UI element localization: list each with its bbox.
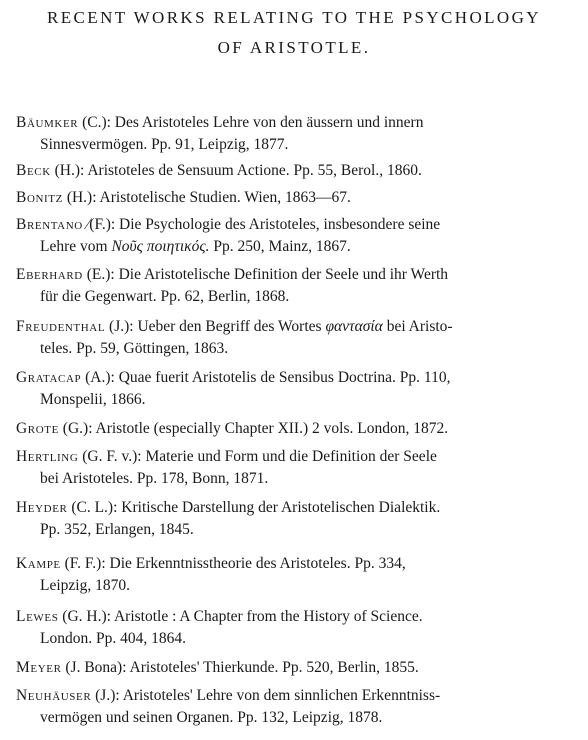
entry-continuation: bei Aristoteles. Pp. 178, Bonn, 1871. bbox=[40, 470, 269, 487]
page-title-line-2: OF ARISTOTLE. bbox=[217, 38, 371, 57]
entry-line bbox=[16, 606, 576, 628]
entry-line bbox=[16, 112, 576, 134]
entry-line bbox=[16, 446, 576, 468]
author-name: Meyer bbox=[16, 659, 62, 676]
entry-line bbox=[16, 657, 576, 679]
author-name: Neuhäuser bbox=[16, 687, 92, 704]
bibliography-entry bbox=[16, 685, 576, 729]
entry-continuation: teles. Pp. 59, Göttingen, 1863. bbox=[40, 340, 229, 357]
author-name: Kampe bbox=[16, 555, 61, 572]
entry-text: (J.): Ueber den Begriff des Wortes bbox=[105, 318, 326, 335]
entry-line bbox=[16, 214, 576, 236]
bibliography-entry bbox=[16, 112, 576, 156]
entry-continuation: vermögen und seinen Organen. Pp. 132, Leipzig, 1878. bbox=[40, 709, 383, 726]
author-name: Hertling bbox=[16, 448, 79, 465]
entry-continuation bbox=[16, 236, 576, 258]
author-name: Beck bbox=[16, 162, 51, 179]
author-name: Lewes bbox=[16, 608, 59, 625]
page-title-line-1: RECENT WORKS RELATING TO THE PSYCHOLOGY bbox=[47, 8, 541, 27]
entry-continuation: Monspelii, 1866. bbox=[40, 391, 146, 408]
entry-line bbox=[16, 497, 576, 519]
entry-text: Lehre vom bbox=[40, 238, 112, 255]
entry-text: (G. F. v.): Materie und Form und die Definition der Seele bbox=[78, 448, 437, 465]
entry-text: (E.): Die Aristotelische Definition der Seele und ihr Werth bbox=[82, 266, 449, 283]
entry-text: (H.): Aristotelische Studien. Wien, 1863—67. bbox=[62, 189, 351, 206]
entry-continuation: Pp. 352, Erlangen, 1845. bbox=[40, 521, 194, 538]
entry-continuation: Leipzig, 1870. bbox=[40, 577, 130, 594]
author-name: Grote bbox=[16, 420, 59, 437]
bibliography-entry bbox=[16, 367, 576, 411]
bibliography-entry bbox=[16, 418, 576, 440]
entry-line bbox=[16, 553, 576, 575]
entry-line bbox=[16, 418, 576, 440]
author-name: Gratacap bbox=[16, 369, 82, 386]
greek-word: φαντασία bbox=[325, 318, 383, 335]
entry-text: (J. Bona): Aristoteles' Thierkunde. Pp. 520, Berlin, 1855. bbox=[61, 659, 419, 676]
greek-phrase: Νοῦς ποιητικός. bbox=[111, 238, 210, 255]
bibliography-entry bbox=[16, 160, 576, 182]
bibliography-entry bbox=[16, 214, 576, 258]
bibliography-entry bbox=[16, 187, 576, 209]
entry-text: (C.): Des Aristoteles Lehre von den äussern und innern bbox=[78, 114, 424, 131]
entry-text: (J.): Aristoteles' Lehre von dem sinnlichen Erkenntniss- bbox=[91, 687, 441, 704]
entry-text: Pp. 250, Mainz, 1867. bbox=[209, 238, 351, 255]
entry-continuation: London. Pp. 404, 1864. bbox=[40, 630, 186, 647]
entry-continuation: Sinnesvermögen. Pp. 91, Leipzig, 1877. bbox=[40, 136, 289, 153]
author-name: Bäumker bbox=[16, 114, 79, 131]
author-name: Brentano bbox=[16, 216, 83, 233]
entry-line bbox=[16, 367, 576, 389]
entry-text: bei Aristo- bbox=[382, 318, 453, 335]
entry-text: (F. F.): Die Erkenntnisstheorie des Aristoteles. Pp. 334, bbox=[60, 555, 406, 572]
author-name: Eberhard bbox=[16, 266, 83, 283]
entry-line bbox=[16, 685, 576, 707]
author-name: Heyder bbox=[16, 499, 68, 516]
bibliography-entry bbox=[16, 316, 576, 360]
entry-text: (H.): Aristoteles de Sensuum Actione. Pp. 55, Berol., 1860. bbox=[50, 162, 422, 179]
entry-line bbox=[16, 264, 576, 286]
entry-text: (A.): Quae fuerit Aristotelis de Sensibus Doctrina. Pp. 110, bbox=[81, 369, 451, 386]
bibliography-entry bbox=[16, 606, 576, 650]
bibliography-entry bbox=[16, 553, 576, 597]
entry-line bbox=[16, 187, 576, 209]
entry-text: (C. L.): Kritische Darstellung der Aristotelischen Dialektik. bbox=[67, 499, 441, 516]
entry-line bbox=[16, 160, 576, 182]
entry-continuation: für die Gegenwart. Pp. 62, Berlin, 1868. bbox=[40, 288, 290, 305]
entry-text: (G. H.): Aristotle : A Chapter from the History of Science. bbox=[58, 608, 423, 625]
bibliography-entry bbox=[16, 497, 576, 541]
bibliography-entry bbox=[16, 446, 576, 490]
bibliography-entry bbox=[16, 264, 576, 308]
author-name: Freudenthal bbox=[16, 318, 106, 335]
author-name: Bonitz bbox=[16, 189, 63, 206]
entry-line bbox=[16, 316, 576, 338]
bibliography-entry bbox=[16, 657, 576, 679]
entry-text: ⁄(F.): Die Psychologie des Aristoteles, insbesondere seine bbox=[82, 216, 441, 233]
entry-text: (G.): Aristotle (especially Chapter XII.) 2 vols. London, 1872. bbox=[58, 420, 449, 437]
